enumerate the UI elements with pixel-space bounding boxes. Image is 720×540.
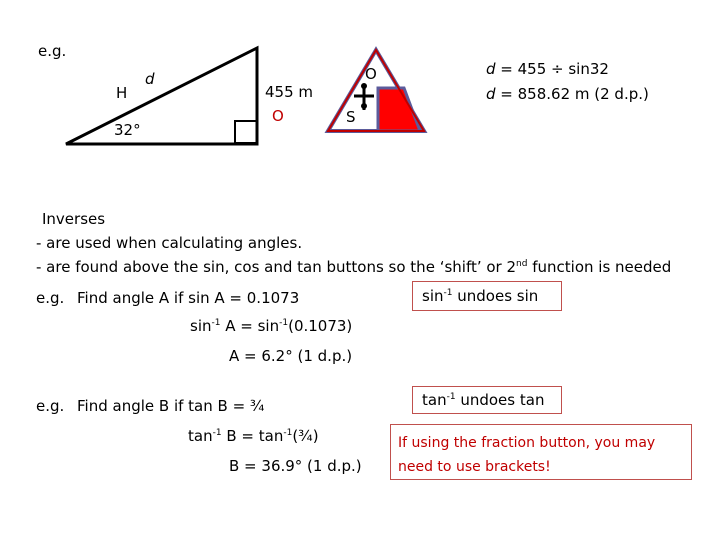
work3-pre: tan (188, 427, 213, 445)
bullet-2-sup: nd (516, 259, 528, 269)
callout-tan-inverse (412, 386, 562, 414)
example3-question: Find angle B if tan B = ¾ (77, 397, 265, 415)
inverses-heading: Inverses (42, 210, 106, 228)
example2-label: e.g. (36, 289, 65, 307)
example3-label: e.g. (36, 397, 65, 415)
example3-working (188, 427, 319, 445)
callout-tan-sup: -1 (446, 392, 456, 402)
work3-arg: (¾) (292, 427, 319, 445)
hypotenuse-label: H (116, 84, 128, 102)
work3-expr: B = tan (221, 427, 284, 445)
opposite-value: 455 m (265, 83, 314, 101)
work3-sup: -1 (212, 428, 222, 438)
inverses-bullet-2 (36, 258, 671, 276)
bullet-2-pre: - are found above the sin, cos and tan buttons so the ‘shift’ or 2 (36, 258, 517, 276)
callout-sin-func: sin (422, 287, 444, 305)
example2-working (190, 317, 352, 335)
example2-question: Find angle A if sin A = 0.1073 (77, 289, 300, 307)
inverses-bullet-1: - are used when calculating angles. (36, 234, 303, 252)
work2-pre: sin (190, 317, 212, 335)
calc-line-1: d = 455 ÷ sin32 (486, 60, 609, 78)
note-line-1: If using the fraction button, you may (398, 435, 656, 451)
work2-arg: (0.1073) (288, 317, 353, 335)
example2-result: A = 6.2° (1 d.p.) (229, 347, 353, 365)
right-triangle (66, 48, 257, 144)
work2-expr: A = sin (220, 317, 280, 335)
note-line-2: need to use brackets! (398, 459, 551, 475)
example3-result: B = 36.9° (1 d.p.) (229, 457, 362, 475)
side-d-label: d (145, 70, 155, 88)
right-angle-marker (235, 121, 257, 143)
fraction-note (390, 424, 692, 480)
callout-sin-sup: -1 (443, 288, 453, 298)
callout-sin-inverse (412, 281, 562, 311)
callout-sin-rest: undoes sin (452, 287, 539, 305)
work2-sup: -1 (211, 318, 221, 328)
angle-label: 32° (114, 121, 141, 139)
callout-tan-rest: undoes tan (455, 391, 545, 409)
soh-letter-o: O (365, 65, 377, 83)
soh-triangle (328, 50, 424, 131)
callout-tan-func: tan (422, 391, 447, 409)
opposite-label: O (272, 107, 284, 125)
work2-expr-sup: -1 (279, 318, 289, 328)
calc-line-2: d = 858.62 m (2 d.p.) (486, 85, 649, 103)
work3-expr-sup: -1 (283, 428, 293, 438)
bullet-2-post: function is needed (527, 258, 672, 276)
soh-letter-s: S (346, 108, 356, 126)
example1-label: e.g. (38, 42, 67, 60)
